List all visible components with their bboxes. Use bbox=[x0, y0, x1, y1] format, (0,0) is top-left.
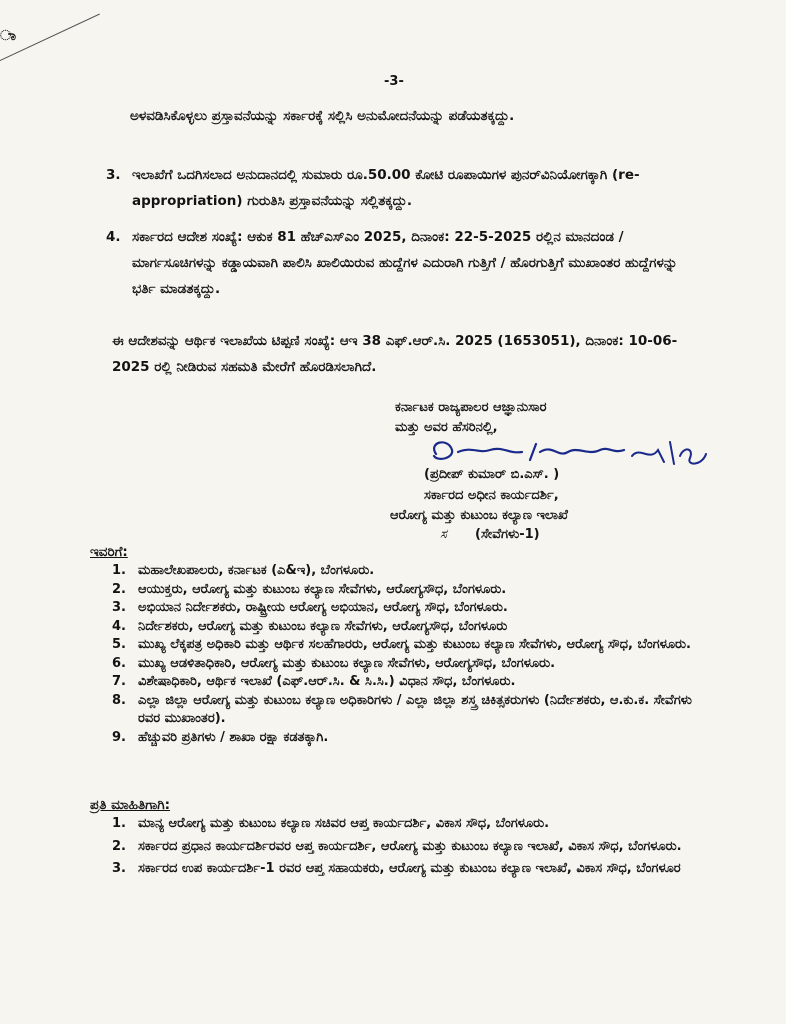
list-item-number: 2. bbox=[112, 581, 126, 597]
page-number: -3- bbox=[384, 74, 404, 89]
list-item bbox=[112, 562, 702, 581]
list-item-number: 3. bbox=[112, 600, 126, 615]
list-item-text: ಸರ್ಕಾರದ ಉಪ ಕಾರ್ಯದರ್ಶಿ-1 ರವರ ಆಪ್ತ ಸಹಾಯಕರು, ಆರೋಗ್ಯ ಮತ್ತು ಕುಟುಂಬ ಕಲ್ಯಾಣ ಇಲಾಖೆ, ವಿಕಾಸ ಸೌಧ, ಬೆಂಗಳೂರ bbox=[138, 861, 681, 876]
list-item bbox=[112, 673, 702, 692]
list-item bbox=[112, 581, 702, 600]
approval-paragraph: ಈ ಆದೇಶವನ್ನು ಆರ್ಥಿಕ ಇಲಾಖೆಯ ಟಿಪ್ಪಣಿ ಸಂಖ್ಯೆ: ಆಇ 38 ಎಫ್.ಆರ್.ಸಿ. 2025 (1653051), ದಿನಾಂಕ: 10-06-2025 ರಲ್ಲಿ ನೀಡಿರುವ ಸಹಮತಿ ಮೇರೆಗೆ ಹೊರಡಿಸಲಾಗಿದೆ. bbox=[112, 333, 678, 375]
list-item-text: ಹೆಚ್ಚುವರಿ ಪ್ರತಿಗಳು / ಶಾಖಾ ರಕ್ಷಾ ಕಡತಕ್ಕಾಗಿ. bbox=[138, 729, 329, 745]
list-item-number: 6. bbox=[112, 655, 126, 671]
signatory-designation: ಸರ್ಕಾರದ ಅಧೀನ ಕಾರ್ಯದರ್ಶಿ, bbox=[424, 488, 559, 503]
order-item-text: ಇಲಾಖೆಗೆ ಒದಗಿಸಲಾದ ಅನುದಾನದಲ್ಲಿ ಸುಮಾರು ರೂ.50.00 ಕೋಟಿ ರೂಪಾಯಿಗಳ ಪುನರ್‌ವಿನಿಯೋಗಕ್ಕಾಗಿ (re-appropriation) ಗುರುತಿಸಿ ಪ್ರಸ್ತಾವನೆಯನ್ನು ಸಲ್ಲಿತಕ್ಕದ್ದು. bbox=[132, 167, 640, 209]
list-item-text: ನಿರ್ದೇಶಕರು, ಆರೋಗ್ಯ ಮತ್ತು ಕುಟುಂಬ ಕಲ್ಯಾಣ ಸೇವೆಗಳು, ಆರೋಗ್ಯಸೌಧ, ಬೆಂಗಳೂರು bbox=[138, 618, 508, 634]
list-item-text: ಅಭಿಯಾನ ನಿರ್ದೇಶಕರು, ರಾಷ್ಟ್ರೀಯ ಆರೋಗ್ಯ ಅಭಿಯಾನ, ಆರೋಗ್ಯ ಸೌಧ, ಬೆಂಗಳೂರು. bbox=[138, 600, 508, 615]
continuation-paragraph: ಅಳವಡಿಸಿಕೊಳ್ಳಲು ಪ್ರಸ್ತಾವನೆಯನ್ನು ಸರ್ಕಾರಕ್ಕೆ ಸಲ್ಲಿಸಿ ಅನುಮೋದನೆಯನ್ನು ಪಡೆಯತಕ್ಕದ್ದು. bbox=[130, 108, 515, 124]
list-item-number: 4. bbox=[112, 618, 126, 634]
list-item-number: 7. bbox=[112, 674, 126, 689]
signatory-section: (ಸೇವೆಗಳು-1) bbox=[475, 527, 540, 542]
list-item-text: ಮುಖ್ಯ ಲೆಕ್ಕಪತ್ರ ಅಧಿಕಾರಿ ಮತ್ತು ಆರ್ಥಿಕ ಸಲಹೆಗಾರರು, ಆರೋಗ್ಯ ಮತ್ತು ಕುಟುಂಬ ಕಲ್ಯಾಣ ಸೇವೆಗಳು, ಆರೋಗ್ಯ ಸೌಧ, ಬೆಂಗಳೂರು. bbox=[138, 637, 691, 652]
list-item-number: 9. bbox=[112, 729, 126, 745]
signatory-department: ಆರೋಗ್ಯ ಮತ್ತು ಕುಟುಂಬ ಕಲ್ಯಾಣ ಇಲಾಖೆ bbox=[390, 508, 568, 523]
list-item bbox=[112, 815, 702, 834]
signatory-name: (ಪ್ರದೀಪ್ ಕುಮಾರ್ ಬಿ.ಎಸ್. ) bbox=[424, 467, 560, 482]
list-item-number: 1. bbox=[112, 816, 126, 831]
recipients-list bbox=[112, 562, 702, 747]
list-item bbox=[112, 618, 702, 637]
list-item-text: ಮುಖ್ಯ ಆಡಳಿತಾಧಿಕಾರಿ, ಆರೋಗ್ಯ ಮತ್ತು ಕುಟುಂಬ ಕಲ್ಯಾಣ ಸೇವೆಗಳು, ಆರೋಗ್ಯಸೌಧ, ಬೆಂಗಳೂರು. bbox=[138, 655, 556, 671]
list-item bbox=[112, 655, 702, 674]
list-item-text: ಎಲ್ಲಾ ಜಿಲ್ಲಾ ಆರೋಗ್ಯ ಮತ್ತು ಕುಟುಂಬ ಕಲ್ಯಾಣ ಅಧಿಕಾರಿಗಳು / ಎಲ್ಲಾ ಜಿಲ್ಲಾ ಶಸ್ತ್ರ ಚಿಕಿತ್ಸಕರುಗಳು (ನಿರ್ದೇಶಕರು, ಆ.ಕು.ಕ. ಸೇವೆಗಳು ರವರ ಮುಖಾಂತರ). bbox=[138, 692, 692, 726]
signatory-initial: ಸ bbox=[440, 527, 447, 542]
list-item bbox=[112, 599, 702, 618]
list-item-number: 2. bbox=[112, 838, 126, 854]
list-item-number: 8. bbox=[112, 692, 126, 708]
list-item-text: ಸರ್ಕಾರದ ಪ್ರಧಾನ ಕಾರ್ಯದರ್ಶಿರವರ ಆಪ್ತ ಕಾರ್ಯದರ್ಶಿ, ಆರೋಗ್ಯ ಮತ್ತು ಕುಟುಂಬ ಕಲ್ಯಾಣ ಇಲಾಖೆ, ವಿಕಾಸ ಸೌಧ, ಬೆಂಗಳೂರು. bbox=[138, 838, 682, 854]
order-item-number: 3. bbox=[106, 167, 121, 183]
list-item-number: 1. bbox=[112, 563, 126, 578]
list-item-text: ವಿಶೇಷಾಧಿಕಾರಿ, ಆರ್ಥಿಕ ಇಲಾಖೆ (ಎಫ್.ಆರ್.ಸಿ. & ಸಿ.ಸಿ.) ವಿಧಾನ ಸೌಧ, ಬೆಂಗಳೂರು. bbox=[138, 674, 516, 689]
list-item bbox=[112, 692, 702, 729]
list-item-number: 5. bbox=[112, 637, 126, 652]
order-item-text: ಸರ್ಕಾರದ ಆದೇಶ ಸಂಖ್ಯೆ: ಆಕುಕ 81 ಹೆಚ್‌ಎಸ್‌ಎಂ 2025, ದಿನಾಂಕ: 22-5-2025 ರಲ್ಲಿನ ಮಾನದಂಡ / ಮಾರ್ಗಸೂಚಿಗಳನ್ನು ಕಡ್ಡಾಯವಾಗಿ ಪಾಲಿಸಿ ಖಾಲಿಯಿರುವ ಹುದ್ದೆಗಳ ಎದುರಾಗಿ ಗುತ್ತಿಗೆ / ಹೊರಗುತ್ತಿಗೆ ಮುಖಾಂತರ ಹುದ್ದೆಗಳನ್ನು ಭರ್ತಿ ಮಾಡತಕ್ಕದ್ದು. bbox=[132, 229, 678, 297]
corner-mark: ಾ bbox=[0, 28, 17, 44]
list-item-text: ಆಯುಕ್ತರು, ಆರೋಗ್ಯ ಮತ್ತು ಕುಟುಂಬ ಕಲ್ಯಾಣ ಸೇವೆಗಳು, ಆರೋಗ್ಯಸೌಧ, ಬೆಂಗಳೂರು. bbox=[138, 581, 507, 597]
authority-line: ಕರ್ನಾಟಕ ರಾಜ್ಯಪಾಲರ ಆಜ್ಞಾನುಸಾರ bbox=[395, 400, 547, 415]
list-item bbox=[112, 838, 702, 857]
order-item-number: 4. bbox=[106, 229, 121, 245]
list-item bbox=[112, 636, 702, 655]
handwritten-signature bbox=[418, 432, 718, 472]
recipients-heading: ಇವರಿಗೆ: bbox=[90, 544, 128, 560]
list-item-number: 3. bbox=[112, 861, 126, 876]
copy-list bbox=[112, 815, 702, 883]
list-item-text: ಮಾನ್ಯ ಆರೋಗ್ಯ ಮತ್ತು ಕುಟುಂಬ ಕಲ್ಯಾಣ ಸಚಿವರ ಆಪ್ತ ಕಾರ್ಯದರ್ಶಿ, ವಿಕಾಸ ಸೌಧ, ಬೆಂಗಳೂರು. bbox=[138, 816, 550, 831]
copy-heading: ಪ್ರತಿ ಮಾಹಿತಿಗಾಗಿ: bbox=[90, 797, 170, 813]
list-item-text: ಮಹಾಲೇಖಪಾಲರು, ಕರ್ನಾಟಕ (ಎ&ಇ), ಬೆಂಗಳೂರು. bbox=[138, 563, 375, 578]
authority-line-2: ಮತ್ತು ಅವರ ಹೆಸರಿನಲ್ಲಿ, bbox=[395, 420, 498, 435]
list-item bbox=[112, 729, 702, 748]
list-item bbox=[112, 860, 702, 879]
